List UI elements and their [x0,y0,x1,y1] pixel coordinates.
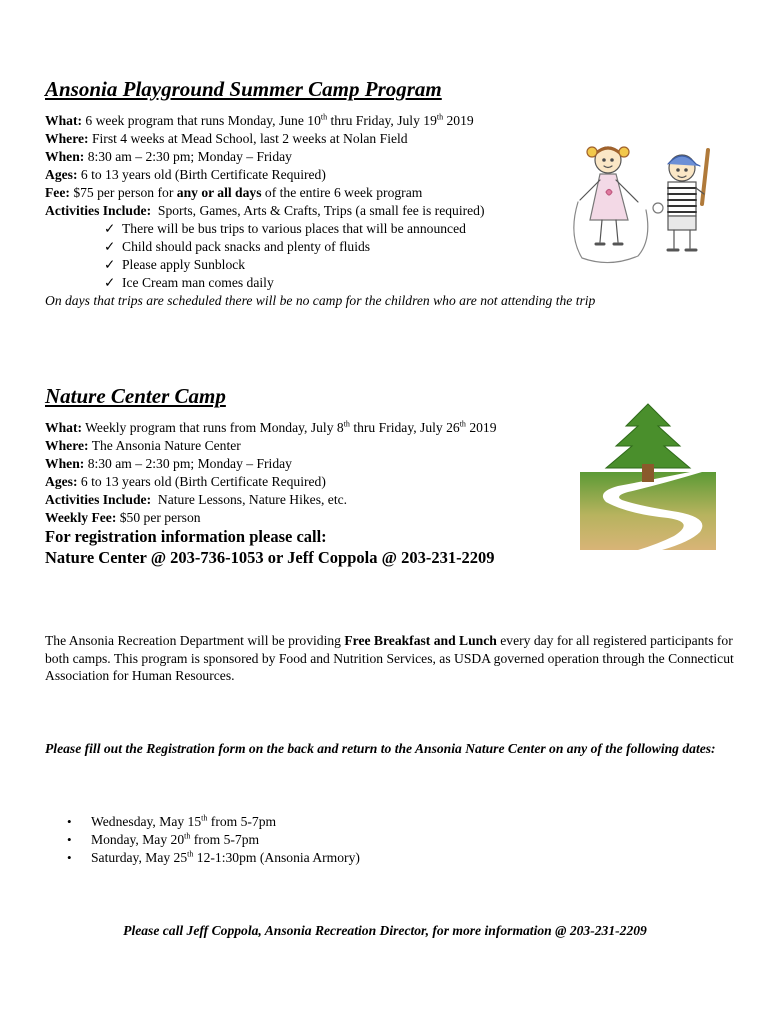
date-text: Saturday, May 25th 12-1:30pm (Ansonia Armory) [91,849,360,865]
when-label: When: [45,149,85,164]
meals-paragraph [45,632,745,685]
where-label: Where: [45,438,89,453]
what-label: What: [45,113,83,128]
bullet-icon: • [67,814,72,829]
fee-text-end: of the entire 6 week program [264,185,423,200]
ordinal-suffix: th [436,112,444,122]
ordinal-suffix: th [459,419,466,429]
playground-ages-line [45,166,326,184]
ordinal-suffix: th [343,419,350,429]
fee-label: Fee: [45,185,70,200]
meals-emphasis: Free Breakfast and Lunch [344,633,497,648]
what-text-end: thru Friday, July 19 [327,113,437,128]
nature-fee-line [45,509,201,527]
when-label: When: [45,456,85,471]
playground-activities-line [45,202,485,220]
what-year: 2019 [465,420,497,435]
footer-contact-note: Please call Jeff Coppola, Ansonia Recreation Director, for more information @ 203-231-2209 [123,923,647,938]
meals-text-end: every day for all registered participants for both camps. This program is sponsored by Food and Nutrition Services, as USDA governed operation through the Connecticut Association for Human Resources. [45,633,734,684]
date-text: Monday, May 20th from 5-7pm [91,831,260,847]
tree-trunk [642,464,654,482]
fee-emphasis: any or all days [176,185,262,200]
when-text: 8:30 am – 2:30 pm; Monday – Friday [87,456,292,471]
registration-heading: For registration information please call: [45,527,327,546]
ordinal-suffix: th [320,112,328,122]
checklist-item-text: There will be bus trips to various places that will be announced [122,221,466,236]
meals-text: The Ansonia Recreation Department will be providing [45,633,341,648]
nature-center-tree-logo [578,402,718,552]
nature-activities-line [45,491,347,509]
checklist-item-text: Please apply Sunblock [122,257,246,272]
checkmark-icon: ✓ [104,275,116,290]
where-text: First 4 weeks at Mead School, last 2 weeks at Nolan Field [91,131,408,146]
children-drawing-illustration [560,130,730,270]
playground-when-line [45,148,292,166]
playground-camp-title: Ansonia Playground Summer Camp Program [45,77,442,101]
playground-trip-note: On days that trips are scheduled there will be no camp for the children who are not attending the trip [45,293,596,308]
ages-label: Ages: [45,474,78,489]
checkmark-icon: ✓ [104,257,116,272]
where-text: The Ansonia Nature Center [91,438,241,453]
ages-text: 6 to 13 years old (Birth Certificate Required) [80,167,326,182]
nature-ages-line [45,473,326,491]
when-text: 8:30 am – 2:30 pm; Monday – Friday [87,149,292,164]
playground-what-line [45,112,474,130]
playground-where-line [45,130,408,148]
checklist-item-text: Child should pack snacks and plenty of fluids [122,239,371,254]
pine-tree [606,404,690,468]
bullet-icon: • [67,832,72,847]
fee-text: $50 per person [119,510,201,525]
activities-label: Activities Include: [45,203,152,218]
where-label: Where: [45,131,89,146]
playground-fee-line [45,184,422,202]
bullet-icon: • [67,850,72,865]
checkmark-icon: ✓ [104,239,116,254]
ages-text: 6 to 13 years old (Birth Certificate Required) [80,474,326,489]
what-text: Weekly program that runs from Monday, July 8 [85,420,344,435]
activities-text: Nature Lessons, Nature Hikes, etc. [157,492,348,507]
date-text: Wednesday, May 15th from 5-7pm [91,813,277,829]
activities-text: Sports, Games, Arts & Crafts, Trips (a small fee is required) [157,203,485,218]
nature-what-line [45,419,497,437]
what-text-end: thru Friday, July 26 [349,420,460,435]
checkmark-icon: ✓ [104,221,116,236]
what-text: 6 week program that runs Monday, June 10 [85,113,321,128]
registration-dates-list [0,813,770,869]
registration-form-note: Please fill out the Registration form on the back and return to the Ansonia Nature Center on any of the following dates: [45,741,716,756]
fee-label: Weekly Fee: [45,510,117,525]
activities-label: Activities Include: [45,492,152,507]
what-year: 2019 [443,113,474,128]
registration-phones: Nature Center @ 203-736-1053 or Jeff Coppola @ 203-231-2209 [45,548,495,567]
what-label: What: [45,420,83,435]
nature-camp-title: Nature Center Camp [45,384,226,408]
nature-when-line [45,455,292,473]
nature-where-line [45,437,241,455]
fee-text: $75 per person for [73,185,174,200]
ages-label: Ages: [45,167,78,182]
checklist-item-text: Ice Cream man comes daily [122,275,274,290]
